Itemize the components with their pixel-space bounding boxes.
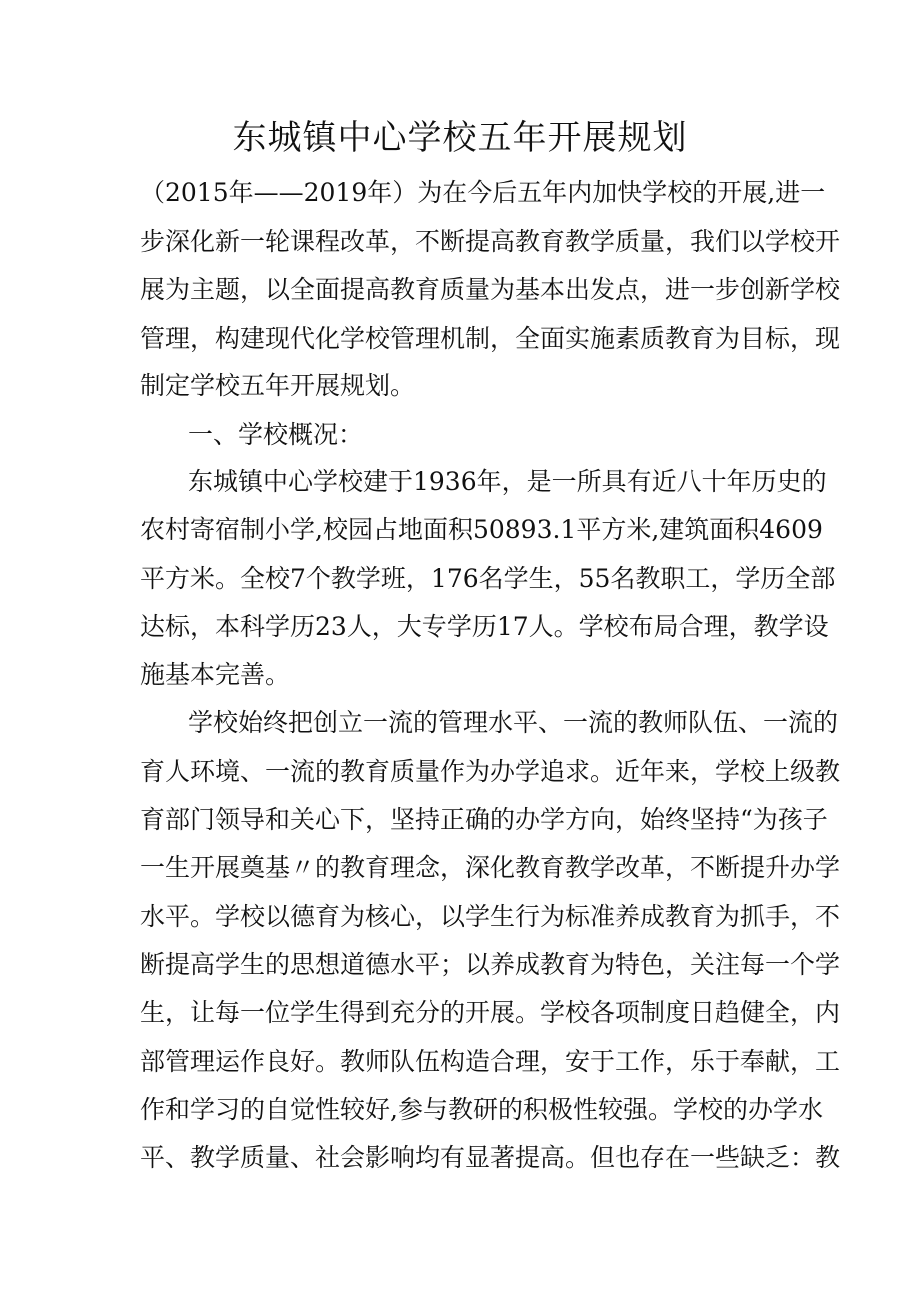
- section-heading: 一、学校概况：: [188, 420, 364, 449]
- paragraph2-line-1: 学校始终把创立一流的管理水平、一流的教师队伍、一流的: [188, 708, 839, 737]
- paragraph1-line-1: 东城镇中心学校建于1936年，是一所具有近八十年历史的: [188, 467, 827, 496]
- paragraph2-line-8: 部管理运作良好。教师队伍构造合理，安于工作，乐于奉献，工: [140, 1047, 841, 1076]
- intro-line-4: 管理，构建现代化学校管理机制，全面实施素质教育为目标，现: [140, 324, 841, 353]
- paragraph2-line-2: 育人环境、一流的教育质量作为办学追求。近年来，学校上级教: [140, 757, 841, 786]
- document-title: 东城镇中心学校五年开展规划: [232, 118, 688, 158]
- paragraph2-line-10: 平、教学质量、社会影响均有显著提高。但也存在一些缺乏：教: [140, 1143, 841, 1172]
- paragraph2-line-7: 生，让每一位学生得到充分的开展。学校各项制度日趋健全，内: [140, 998, 841, 1027]
- paragraph1-line-2: 农村寄宿制小学,校园占地面积50893.1平方米,建筑面积4609: [140, 515, 823, 544]
- intro-line-1: （2015年——2019年）为在今后五年内加快学校的开展,进一: [140, 178, 826, 207]
- paragraph2-line-6: 断提高学生的思想道德水平；以养成教育为特色，关注每一个学: [140, 950, 841, 979]
- intro-line-2: 步深化新一轮课程改革，不断提高教育教学质量，我们以学校开: [140, 227, 841, 256]
- paragraph1-line-5: 施基本完善。: [140, 660, 291, 689]
- paragraph1-line-3: 平方米。全校7个教学班，176名学生，55名教职工，学历全部: [140, 564, 836, 593]
- paragraph2-line-4: 一生开展奠基〃的教育理念，深化教育教学改革，不断提升办学: [140, 853, 841, 882]
- paragraph2-line-5: 水平。学校以德育为核心，以学生行为标准养成教育为抓手，不: [140, 902, 841, 931]
- paragraph1-line-4: 达标，本科学历23人，大专学历17人。学校布局合理，教学设: [140, 612, 829, 641]
- intro-line-3: 展为主题，以全面提高教育质量为基本出发点，进一步创新学校: [140, 275, 841, 304]
- paragraph2-line-9: 作和学习的自觉性较好,参与教研的积极性较强。学校的办学水: [140, 1095, 823, 1124]
- paragraph2-line-3: 育部门领导和关心下，坚持正确的办学方向，始终坚持“为孩子: [140, 805, 828, 834]
- intro-line-5: 制定学校五年开展规划。: [140, 371, 416, 400]
